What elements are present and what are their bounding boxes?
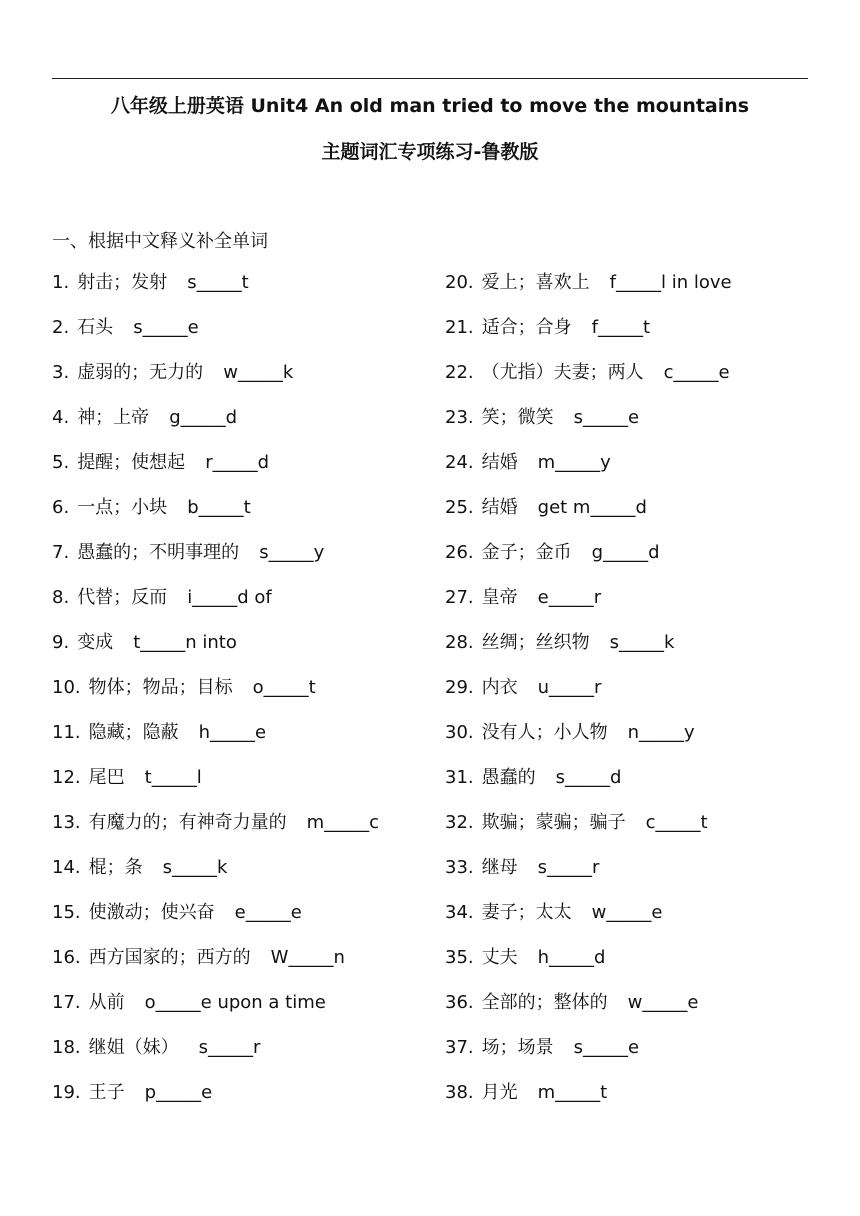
- word-blank: f_____l in love: [609, 272, 732, 293]
- item-number: 28.: [445, 632, 474, 653]
- word-blank: c_____t: [645, 812, 708, 833]
- chinese-definition: 代替；反而: [77, 587, 168, 608]
- vocab-item: [445, 902, 732, 947]
- item-number: 37.: [445, 1037, 474, 1058]
- vocab-item: [52, 452, 379, 497]
- vocab-item: [52, 632, 379, 677]
- word-blank: s_____t: [187, 272, 249, 293]
- chinese-definition: （尤指）夫妻；两人: [481, 362, 644, 383]
- chinese-definition: 没有人；小人物: [481, 722, 608, 743]
- vocab-item: [52, 992, 379, 1037]
- page-subtitle: 主题词汇专项练习-鲁教版: [321, 141, 539, 163]
- chinese-definition: 皇帝: [481, 587, 518, 608]
- item-number: 12.: [52, 767, 81, 788]
- word-blank: b_____t: [187, 497, 251, 518]
- word-blank: t_____n into: [133, 632, 237, 653]
- chinese-definition: 丈夫: [481, 947, 518, 968]
- word-blank: s_____r: [537, 857, 600, 878]
- vocab-item: [445, 1082, 732, 1127]
- item-number: 2.: [52, 317, 70, 338]
- vocab-item: [52, 722, 379, 767]
- word-blank: s_____d: [555, 767, 622, 788]
- chinese-definition: 愚蠢的；不明事理的: [77, 542, 240, 563]
- item-number: 34.: [445, 902, 474, 923]
- vocab-item: [445, 767, 732, 812]
- vocab-item: [445, 452, 732, 497]
- vocab-item: [445, 542, 732, 587]
- chinese-definition: 丝绸；丝织物: [481, 632, 590, 653]
- item-number: 20.: [445, 272, 474, 293]
- chinese-definition: 有魔力的；有神奇力量的: [88, 812, 287, 833]
- word-blank: get m_____d: [537, 497, 647, 518]
- chinese-definition: 射击；发射: [77, 272, 168, 293]
- word-blank: i_____d of: [187, 587, 272, 608]
- item-number: 29.: [445, 677, 474, 698]
- item-number: 25.: [445, 497, 474, 518]
- vocab-item: [445, 677, 732, 722]
- chinese-definition: 结婚: [481, 452, 518, 473]
- word-blank: o_____t: [252, 677, 316, 698]
- chinese-definition: 妻子；太太: [481, 902, 572, 923]
- item-number: 38.: [445, 1082, 474, 1103]
- vocab-item: [52, 317, 379, 362]
- item-number: 9.: [52, 632, 70, 653]
- vocab-item: [52, 1037, 379, 1082]
- left-column: [52, 272, 379, 1127]
- word-blank: u_____r: [537, 677, 602, 698]
- word-blank: s_____e: [133, 317, 199, 338]
- chinese-definition: 王子: [88, 1082, 125, 1103]
- chinese-definition: 物体；物品；目标: [88, 677, 233, 698]
- item-number: 18.: [52, 1037, 81, 1058]
- word-blank: m_____c: [306, 812, 380, 833]
- chinese-definition: 西方国家的；西方的: [88, 947, 251, 968]
- chinese-definition: 从前: [88, 992, 125, 1013]
- item-number: 26.: [445, 542, 474, 563]
- item-number: 1.: [52, 272, 70, 293]
- header-rule: [52, 78, 808, 79]
- chinese-definition: 使激动；使兴奋: [88, 902, 215, 923]
- chinese-definition: 欺骗；蒙骗；骗子: [481, 812, 626, 833]
- word-blank: n_____y: [627, 722, 695, 743]
- item-number: 31.: [445, 767, 474, 788]
- vocab-item: [445, 1037, 732, 1082]
- word-blank: h_____e: [198, 722, 267, 743]
- item-number: 5.: [52, 452, 70, 473]
- item-number: 7.: [52, 542, 70, 563]
- section-title: 一、根据中文释义补全单词: [52, 231, 268, 252]
- vocab-item: [52, 677, 379, 722]
- word-blank: f_____t: [591, 317, 651, 338]
- vocab-item: [52, 587, 379, 632]
- word-blank: h_____d: [537, 947, 606, 968]
- item-number: 16.: [52, 947, 81, 968]
- chinese-definition: 棍；条: [88, 857, 143, 878]
- item-number: 8.: [52, 587, 70, 608]
- vocab-item: [445, 632, 732, 677]
- vocab-item: [52, 362, 379, 407]
- vocab-item: [445, 497, 732, 542]
- item-number: 27.: [445, 587, 474, 608]
- word-blank: c_____e: [663, 362, 730, 383]
- item-number: 4.: [52, 407, 70, 428]
- item-number: 3.: [52, 362, 70, 383]
- word-blank: s_____y: [259, 542, 325, 563]
- vocab-item: [52, 1082, 379, 1127]
- vocab-item: [445, 722, 732, 767]
- word-blank: w_____k: [223, 362, 294, 383]
- vocab-item: [52, 812, 379, 857]
- word-blank: w_____e: [627, 992, 699, 1013]
- chinese-definition: 虚弱的；无力的: [77, 362, 204, 383]
- chinese-definition: 隐藏；隐蔽: [88, 722, 179, 743]
- word-blank: s_____e: [573, 1037, 640, 1058]
- item-number: 23.: [445, 407, 474, 428]
- chinese-definition: 尾巴: [88, 767, 125, 788]
- item-number: 30.: [445, 722, 474, 743]
- word-blank: t_____l: [144, 767, 202, 788]
- chinese-definition: 愚蠢的: [481, 767, 536, 788]
- chinese-definition: 神；上帝: [77, 407, 150, 428]
- chinese-definition: 继母: [481, 857, 518, 878]
- chinese-definition: 变成: [77, 632, 114, 653]
- word-blank: w_____e: [591, 902, 663, 923]
- chinese-definition: 一点；小块: [77, 497, 168, 518]
- vocab-item: [52, 497, 379, 542]
- item-number: 10.: [52, 677, 81, 698]
- item-number: 33.: [445, 857, 474, 878]
- word-blank: e_____e: [234, 902, 302, 923]
- chinese-definition: 场；场景: [481, 1037, 554, 1058]
- chinese-definition: 石头: [77, 317, 114, 338]
- chinese-definition: 全部的；整体的: [481, 992, 608, 1013]
- word-blank: o_____e upon a time: [144, 992, 326, 1013]
- item-number: 15.: [52, 902, 81, 923]
- word-blank: e_____r: [537, 587, 602, 608]
- vocab-item: [52, 767, 379, 812]
- chinese-definition: 适合；合身: [481, 317, 572, 338]
- item-number: 6.: [52, 497, 70, 518]
- chinese-definition: 提醒；使想起: [77, 452, 186, 473]
- item-number: 14.: [52, 857, 81, 878]
- vocab-item: [445, 857, 732, 902]
- vocab-item: [445, 947, 732, 992]
- item-number: 35.: [445, 947, 474, 968]
- item-number: 21.: [445, 317, 474, 338]
- vocab-item: [52, 947, 379, 992]
- vocab-item: [445, 317, 732, 362]
- item-number: 11.: [52, 722, 81, 743]
- item-number: 36.: [445, 992, 474, 1013]
- vocab-item: [445, 812, 732, 857]
- vocab-item: [445, 362, 732, 407]
- word-blank: W_____n: [270, 947, 345, 968]
- word-blank: p_____e: [144, 1082, 213, 1103]
- word-blank: g_____d: [591, 542, 660, 563]
- vocab-item: [52, 902, 379, 947]
- vocab-item: [52, 857, 379, 902]
- page-title: 八年级上册英语 Unit4 An old man tried to move the mountains: [110, 95, 750, 117]
- chinese-definition: 内衣: [481, 677, 518, 698]
- word-blank: m_____t: [537, 1082, 608, 1103]
- chinese-definition: 笑；微笑: [481, 407, 554, 428]
- chinese-definition: 爱上；喜欢上: [481, 272, 590, 293]
- item-number: 22.: [445, 362, 474, 383]
- item-number: 32.: [445, 812, 474, 833]
- word-blank: m_____y: [537, 452, 611, 473]
- word-blank: r_____d: [205, 452, 270, 473]
- vocab-item: [445, 992, 732, 1037]
- right-column: [445, 272, 732, 1127]
- chinese-definition: 月光: [481, 1082, 518, 1103]
- vocab-item: [445, 272, 732, 317]
- word-blank: s_____e: [573, 407, 640, 428]
- vocab-item: [52, 272, 379, 317]
- word-blank: s_____k: [162, 857, 228, 878]
- word-blank: g_____d: [169, 407, 238, 428]
- item-number: 19.: [52, 1082, 81, 1103]
- item-number: 24.: [445, 452, 474, 473]
- chinese-definition: 金子；金币: [481, 542, 572, 563]
- chinese-definition: 继姐（妹）: [88, 1037, 179, 1058]
- word-blank: s_____r: [198, 1037, 261, 1058]
- chinese-definition: 结婚: [481, 497, 518, 518]
- vocab-item: [445, 407, 732, 452]
- vocab-item: [52, 407, 379, 452]
- vocab-item: [445, 587, 732, 632]
- word-blank: s_____k: [609, 632, 675, 653]
- item-number: 17.: [52, 992, 81, 1013]
- vocab-item: [52, 542, 379, 587]
- item-number: 13.: [52, 812, 81, 833]
